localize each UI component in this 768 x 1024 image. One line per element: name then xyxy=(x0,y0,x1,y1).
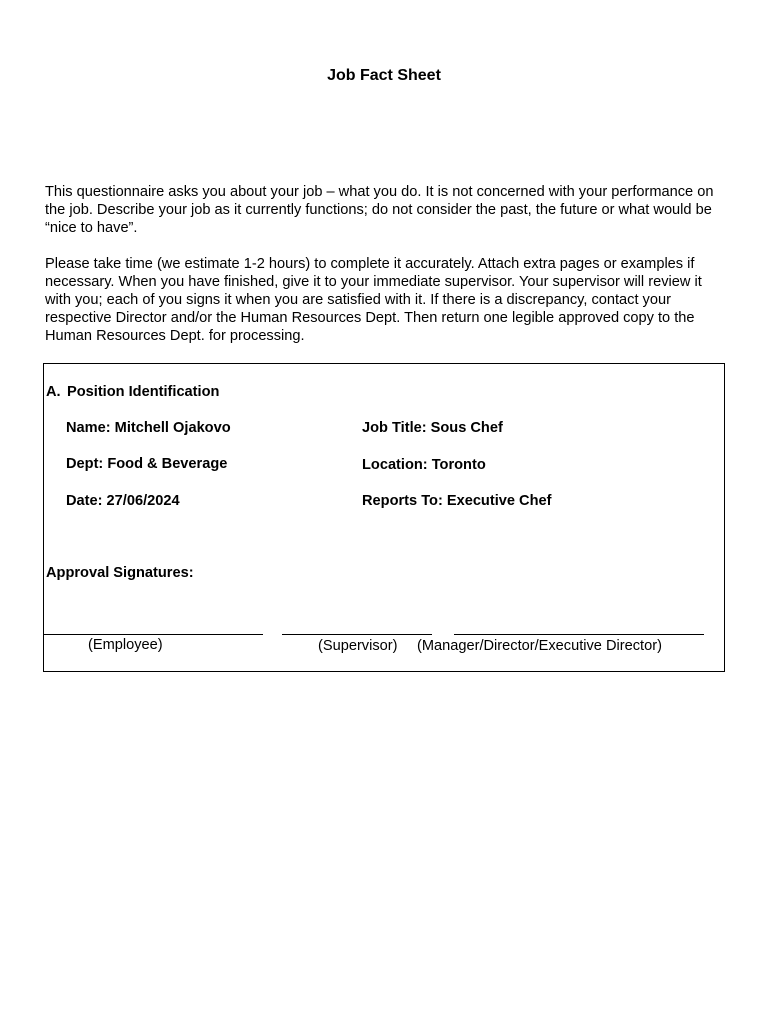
employee-name: Name: Mitchell Ojakovo xyxy=(66,420,231,436)
position-identification-box xyxy=(43,363,725,672)
section-letter: A. xyxy=(46,384,61,400)
page-title: Job Fact Sheet xyxy=(327,67,441,84)
manager-signature-label: (Manager/Director/Executive Director) xyxy=(417,638,662,654)
employee-signature-label: (Employee) xyxy=(88,637,163,653)
date: Date: 27/06/2024 xyxy=(66,493,180,509)
employee-signature-line xyxy=(44,634,263,635)
instructions-paragraph: Please take time (we estimate 1-2 hours) to complete it accurately. Attach extra pages or examples if necessary. When you have finished, give it to your immediate supervisor. Your supervisor will review it with you; each of you signs it when you are satisfied with it. If there is a discrepancy, contact your respective Director and/or the Human Resources Dept. Then return one legible approved copy to the Human Resources Dept. for processing. xyxy=(45,256,702,344)
department: Dept: Food & Beverage xyxy=(66,456,228,472)
job-title: Job Title: Sous Chef xyxy=(362,420,503,436)
location: Location: Toronto xyxy=(362,457,486,473)
reports-to: Reports To: Executive Chef xyxy=(362,493,552,509)
manager-signature-line xyxy=(454,634,704,635)
intro-paragraph: This questionnaire asks you about your job – what you do. It is not concerned with your performance on the job. Describe your job as it currently functions; do not consider the past, the future or what would be “nice to have”. xyxy=(45,184,714,236)
section-heading: Position Identification xyxy=(67,384,220,400)
supervisor-signature-line xyxy=(282,634,432,635)
supervisor-signature-label: (Supervisor) xyxy=(318,638,398,654)
approval-signatures-heading: Approval Signatures: xyxy=(46,565,194,581)
